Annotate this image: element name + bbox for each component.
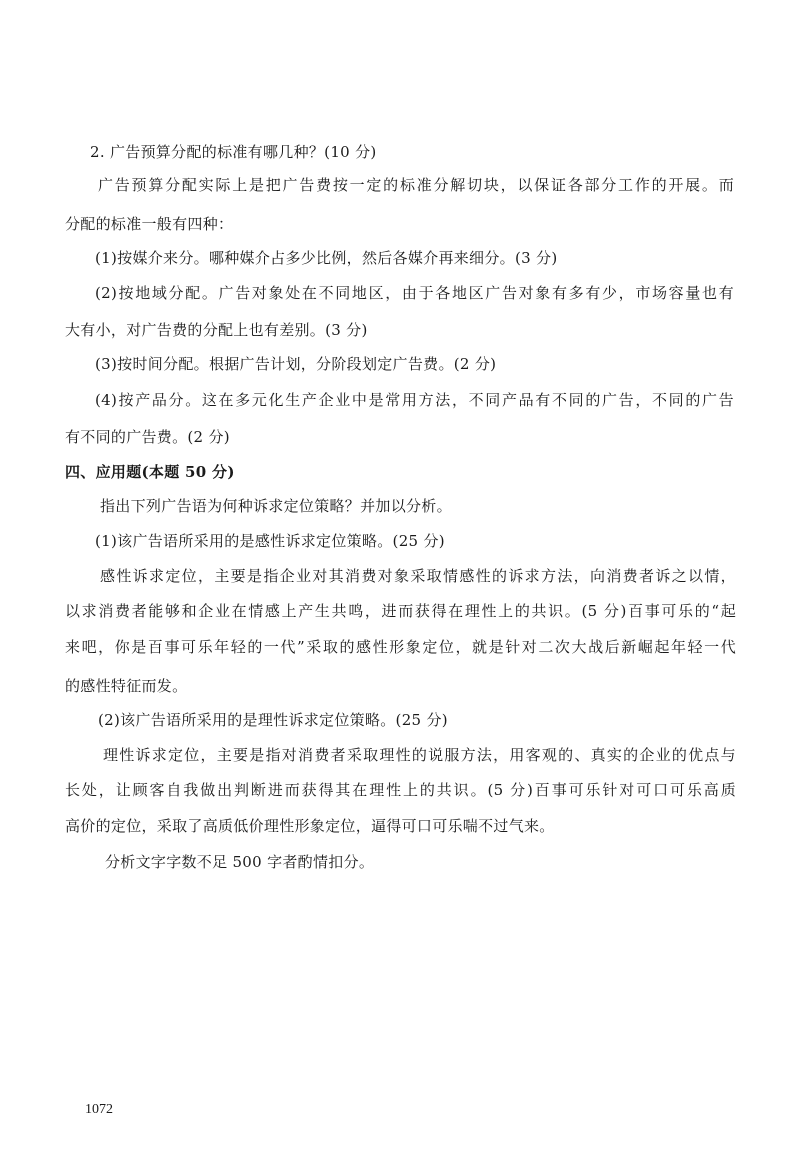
answer-1-line-4: 的感性特征而发。: [65, 677, 188, 695]
section-4-heading: 四、应用题(本题 50 分): [65, 463, 235, 481]
answer-1-line-1: 感性诉求定位，主要是指企业对其消费对象采取情感性的诉求方法，向消费者诉之以情，: [100, 567, 736, 585]
answer-2-line-2: 长处，让顾客自我做出判断进而获得其在理性上的共识。(5 分)百事可乐针对可口可乐高质: [65, 781, 736, 799]
q2-item-1: (1)按媒介来分。哪种媒介占多少比例，然后各媒介再来细分。(3 分): [95, 249, 558, 267]
scoring-note: 分析文字字数不足 500 字者酌情扣分。: [105, 853, 375, 871]
q2-answer-line-1: 广告预算分配实际上是把广告费按一定的标准分解切块，以保证各部分工作的开展。而: [98, 176, 734, 194]
q2-item-2-line-1: (2)按地域分配。广告对象处在不同地区，由于各地区广告对象有多有少，市场容量也有: [95, 284, 734, 302]
q2-item-2-line-2: 大有小，对广告费的分配上也有差别。(3 分): [65, 321, 368, 339]
q2-item-4-line-1: (4)按产品分。这在多元化生产企业中是常用方法，不同产品有不同的广告，不同的广告: [95, 391, 734, 409]
answer-2-line-1: 理性诉求定位，主要是指对消费者采取理性的说服方法，用客观的、真实的企业的优点与: [103, 746, 736, 764]
question-2-title: 2. 广告预算分配的标准有哪几种？(10 分): [90, 143, 377, 161]
answer-1-heading: (1)该广告语所采用的是感性诉求定位策略。(25 分): [95, 532, 445, 550]
application-prompt: 指出下列广告语为何种诉求定位策略？并加以分析。: [100, 497, 452, 515]
page-number: 1072: [85, 1102, 113, 1117]
q2-item-4-line-2: 有不同的广告费。(2 分): [65, 428, 230, 446]
answer-1-line-3: 来吧，你是百事可乐年轻的一代”采取的感性形象定位，就是针对二次大战后新崛起年轻一代: [65, 638, 736, 656]
answer-2-heading: (2)该广告语所采用的是理性诉求定位策略。(25 分): [98, 711, 448, 729]
answer-2-line-3: 高价的定位，采取了高质低价理性形象定位，逼得可口可乐喘不过气来。: [65, 817, 555, 835]
q2-answer-line-2: 分配的标准一般有四种：: [65, 215, 234, 233]
q2-item-3: (3)按时间分配。根据广告计划，分阶段划定广告费。(2 分): [95, 355, 497, 373]
answer-1-line-2: 以求消费者能够和企业在情感上产生共鸣，进而获得在理性上的共识。(5 分)百事可乐的“起: [65, 602, 736, 620]
